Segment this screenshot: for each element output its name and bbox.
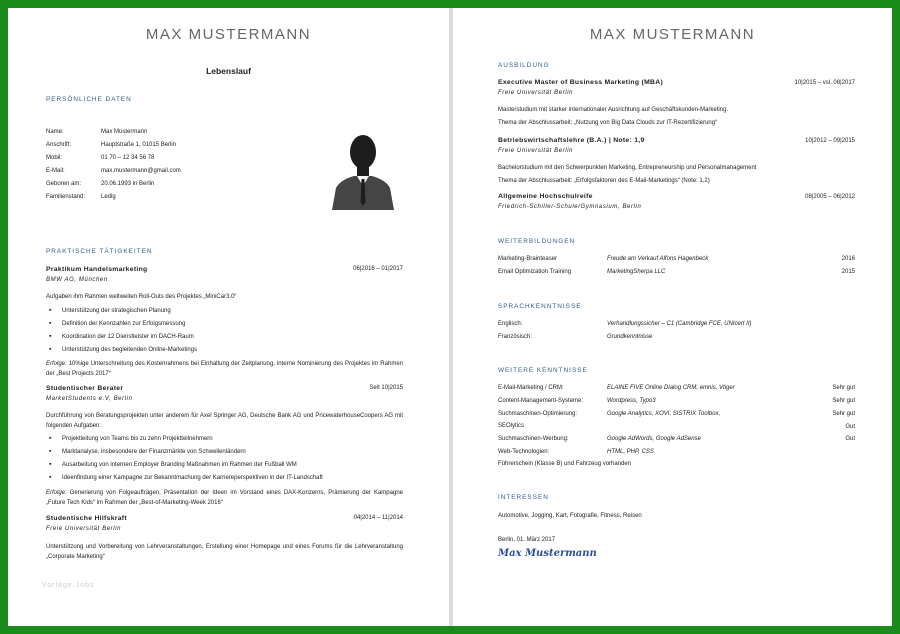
- job-success: [46, 359, 403, 379]
- skill-label: Suchmaschinen-Werbung:: [498, 436, 569, 442]
- section-heading-personal: PERSÖNLICHE DATEN: [46, 96, 132, 103]
- language-level: Verhandlungssicher – C1 (Cambridge FCE, UNIcert II): [607, 321, 752, 327]
- personal-label: Mobil:: [46, 155, 63, 161]
- job-task-list: [46, 436, 403, 488]
- job-organization: Freie Universität Berlin: [46, 526, 122, 532]
- job-intro: Durchführung von Beratungsprojekten unter anderem für Axel Springer AG, Deutsche Bank AG und PricewaterhouseCoopers AG mit folgenden Aufgaben:: [46, 413, 403, 429]
- language-level: Grundkenntnisse: [607, 334, 653, 340]
- section-heading-practical: PRAKTISCHE TÄTIGKEITEN: [46, 248, 153, 255]
- personal-value: max.mustermann@gmail.com: [101, 168, 181, 174]
- list-item: ▪ Definition der Kennzahlen zur Erfolgsmessung: [46, 321, 403, 334]
- education-dates: 10|2012 – 09|2015: [805, 138, 855, 144]
- list-item: ▪ Ideenfindung einer Kampagne zur Bekanntmachung der Karriereperspektiven in der IT-Landschaft: [46, 475, 403, 488]
- success-label: Erfolge:: [46, 490, 67, 496]
- job-dates: 06|2016 – 01|2017: [353, 266, 403, 272]
- skill-level: Gut: [845, 424, 855, 430]
- job-intro: Unterstützung und Vorbereitung von Lehrveranstaltungen, Erstellung einer Homepage und eines Forums für die Lehrveranstaltung „Corporate Marketing“: [46, 544, 403, 560]
- education-dates: 08|2005 – 06|2012: [805, 194, 855, 200]
- skill-level: Sehr gut: [832, 385, 855, 391]
- skill-level: Gut: [845, 436, 855, 442]
- skill-label: E-Mail-Marketing / CRM:: [498, 385, 564, 391]
- personal-value: Max Mustermann: [101, 129, 148, 135]
- personal-value: 20.06.1993 in Berlin: [101, 181, 155, 187]
- skill-tools: Google Analytics, XOVI, SISTRIX Toolbox,: [607, 411, 721, 417]
- skill-label: Suchmaschinen-Optimierung:: [498, 411, 578, 417]
- education-organization: Friedrich-Schiller-Schule/Gymnasium, Berlin: [498, 204, 642, 210]
- place-date: Berlin, 01. März 2017: [498, 537, 556, 543]
- document-frame: [8, 8, 892, 626]
- training-year: 2015: [841, 269, 855, 275]
- job-organization: BMW AG, München: [46, 277, 108, 283]
- personal-label: Name:: [46, 129, 64, 135]
- drivers-license: Führerschein (Klasse B) und Fahrzeug vorhanden: [498, 461, 632, 467]
- personal-value: 01 70 – 12 34 56 78: [101, 155, 155, 161]
- page-name-header: MAX MUSTERMANN: [589, 26, 756, 43]
- job-intro: Aufgaben ihm Rahmen weltweiten Roll-Outs des Projektes „MiniCar3.0“: [46, 294, 237, 300]
- skill-tools: Wordpress, Typo3: [607, 398, 656, 404]
- job-dates: Seit 10|2015: [369, 385, 403, 391]
- interests-text: Automotive, Jogging, Kart, Fotografie, Fitness, Reisen: [498, 513, 642, 519]
- skill-level: Sehr gut: [832, 398, 855, 404]
- list-item: ▪ Unterstützung der strategischen Planung: [46, 308, 403, 321]
- signature: Max Mustermann: [498, 548, 597, 559]
- personal-label: Anschrift:: [46, 142, 72, 148]
- list-item: ▪ Unterstützung des begleitenden Online-Marketings: [46, 347, 403, 360]
- education-thesis: Thema der Abschlussarbeit: „Nutzung von Big Data Clouds zur IT-Rezertifizierung“: [498, 120, 718, 126]
- watermark-text: Vorlage.Jobs: [42, 582, 95, 589]
- list-item: ▪ Marktanalyse, insbesondere der Finanzmärkte von Schwellenländern: [46, 449, 403, 462]
- section-heading-education: AUSBILDUNG: [498, 62, 550, 69]
- job-success: [46, 488, 403, 508]
- skill-label: Content-Management-Systeme:: [498, 398, 584, 404]
- education-dates: 10|2015 – vsl. 08|2017: [794, 80, 855, 86]
- job-task-list: [46, 308, 403, 360]
- list-item: ▪ Ausarbeitung von internen Employer Branding Maßnahmen im Rahmen der Fußball WM: [46, 462, 403, 475]
- education-thesis: Thema der Abschlussarbeit: „Erfolgsfaktoren des E-Mail-Marketings“ (Note: 1,2): [498, 178, 710, 184]
- personal-label: Geboren am:: [46, 181, 82, 187]
- section-heading-training: WEITERBILDUNGEN: [498, 238, 576, 245]
- skill-label: Web-Technologien:: [498, 449, 550, 455]
- cv-page-right: [453, 8, 892, 626]
- training-label: Email Optimization Training: [498, 269, 572, 275]
- education-title: Allgemeine Hochschulreife: [498, 193, 593, 200]
- skill-level: Sehr gut: [832, 411, 855, 417]
- personal-value: Ledig: [101, 194, 116, 200]
- list-item: ▪ Projektleitung von Teams bis zu zehn Projektteilnehmern: [46, 436, 403, 449]
- section-heading-languages: SPRACHKENNTNISSE: [498, 303, 582, 310]
- education-title: Executive Master of Business Marketing (MBA): [498, 79, 664, 86]
- list-item: ▪ Koordination der 12 Dienstleister im DACH-Raum: [46, 334, 403, 347]
- job-dates: 04|2014 – 11|2014: [353, 515, 403, 521]
- profile-photo-silhouette: [328, 130, 398, 210]
- education-organization: Freie Universität Berlin: [498, 90, 574, 96]
- job-title: Studentische Hilfskraft: [46, 515, 127, 522]
- job-organization: MarketStudents e.V, Berlin: [46, 396, 133, 402]
- training-label: Marketing-Brainteaser: [498, 256, 558, 262]
- success-text: 10%ige Unterschreitung des Kostenrahmens bei Einhaltung der Zeitplanung, interne Nominierung des Projektes im Rahmen der „Best Projects 2017“: [46, 361, 403, 377]
- education-description: Bachelorstudium mit den Schwerpunkten Marketing, Entrepreneurship und Personalmanagement: [498, 165, 757, 171]
- success-label: Erfolge:: [46, 361, 67, 367]
- skill-label: SEOlytics: [498, 423, 525, 429]
- job-title: Studentischer Berater: [46, 385, 124, 392]
- personal-value: Hauptstraße 1, 01015 Berlin: [101, 142, 177, 148]
- skill-tools: Google AdWords, Google AdSense: [607, 436, 701, 442]
- section-heading-skills: WEITERE KENNTNISSE: [498, 367, 588, 374]
- education-organization: Freie Universität Berlin: [498, 148, 574, 154]
- job-title: Praktikum Handelsmarketing: [46, 266, 148, 273]
- personal-label: E-Mail:: [46, 168, 65, 174]
- education-title: Betriebswirtschaftslehre (B.A.) | Note: 1,9: [498, 137, 645, 144]
- education-description: Masterstudium mit starker internationaler Ausrichtung auf Geschäftskunden-Marketing.: [498, 107, 729, 113]
- language-label: Englisch:: [498, 321, 523, 327]
- cv-page-left: [8, 8, 449, 626]
- skill-tools: ELAINE FIVE Online Dialog CRM, emnis, Vtiger: [607, 385, 735, 391]
- success-text: Generierung von Folgeaufträgen, Präsentation der Ideen im Vorstand eines DAX-Konzerns, Prämierung der Kampagne „Future Tech Kids“ im Rahmen der „Best-of-Marketing-Week 2016“: [46, 490, 403, 506]
- cv-subtitle: Lebenslauf: [206, 66, 251, 76]
- training-provider: Freude am Verkauf Alfons Hagenbeck: [607, 256, 709, 262]
- language-label: Französisch:: [498, 334, 533, 340]
- section-heading-interests: INTERESSEN: [498, 494, 549, 501]
- page-name-header: MAX MUSTERMANN: [145, 26, 312, 43]
- skill-tools: HTML, PHP, CSS: [607, 449, 654, 455]
- training-year: 2016: [841, 256, 855, 262]
- training-provider: MarketingSherpa LLC: [607, 269, 666, 275]
- personal-label: Familienstand:: [46, 194, 86, 200]
